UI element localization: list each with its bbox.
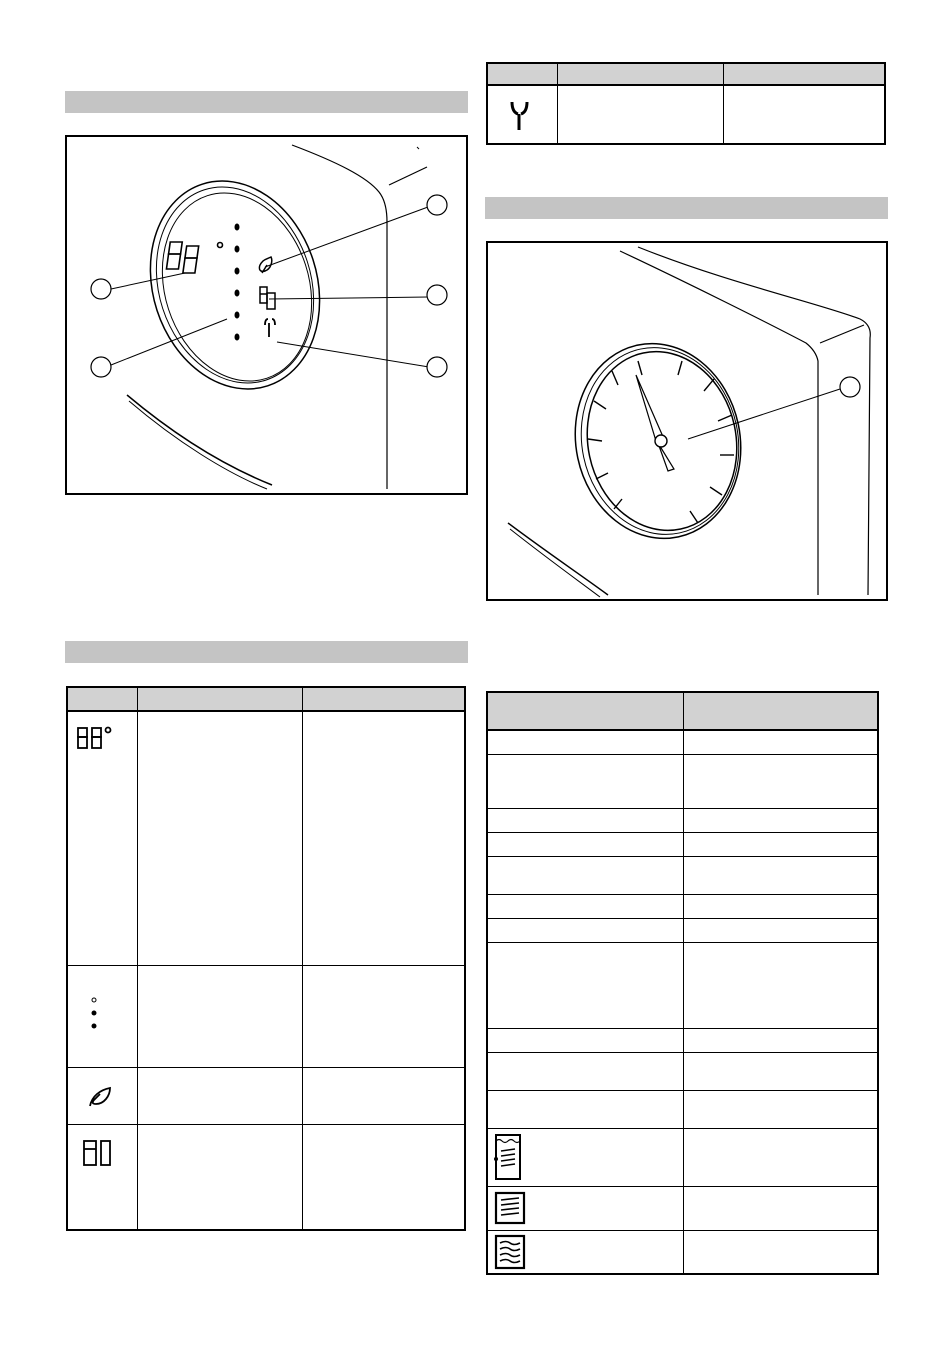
table-row <box>487 918 878 942</box>
table-row <box>487 832 878 856</box>
codes-cell <box>487 1090 684 1128</box>
radiator-flow-icon <box>488 1129 548 1186</box>
symbols-header-action <box>303 687 466 711</box>
figure-pressure-gauge <box>486 241 888 601</box>
codes-cell <box>487 856 684 894</box>
service-header-meaning <box>558 63 724 85</box>
symbols-row2-meaning <box>138 965 303 1067</box>
symbols-row2-action <box>303 965 466 1067</box>
wrench-icon <box>488 86 557 143</box>
codes-cell <box>487 808 684 832</box>
status-dots-icon <box>68 966 137 1036</box>
section-bar-gauge <box>485 197 888 219</box>
codes-header-2 <box>684 692 879 730</box>
table-row <box>487 1052 878 1090</box>
table-row <box>487 1186 878 1230</box>
symbols-row3-meaning <box>138 1067 303 1124</box>
codes-table <box>486 691 879 1275</box>
symbols-table <box>66 686 466 1231</box>
seven-segment-display <box>166 242 222 273</box>
service-row-meaning <box>558 85 724 144</box>
table-row <box>487 754 878 808</box>
codes-cell <box>684 730 879 754</box>
codes-cell <box>487 754 684 808</box>
table-row <box>67 1124 465 1230</box>
service-row-action <box>724 85 886 144</box>
status-dots <box>235 224 240 341</box>
radiator-wave-icon <box>488 1231 548 1273</box>
codes-cell <box>684 1230 879 1274</box>
table-row <box>487 1230 878 1274</box>
codes-cell <box>487 894 684 918</box>
table-row <box>487 808 878 832</box>
codes-cell <box>684 808 879 832</box>
symbols-row1-action <box>303 711 466 965</box>
table-row <box>67 711 465 965</box>
codes-cell <box>487 1028 684 1052</box>
radiator-full-icon <box>488 1187 548 1230</box>
codes-cell <box>684 1028 879 1052</box>
pressure-gauge-drawing <box>488 243 886 599</box>
codes-header-1 <box>487 692 684 730</box>
symbols-row4-action <box>303 1124 466 1230</box>
leaf-icon <box>68 1068 137 1118</box>
section-bar-symbols <box>65 641 468 663</box>
section-bar-display <box>65 91 468 113</box>
service-header-action <box>724 63 886 85</box>
table-row <box>487 894 878 918</box>
codes-cell <box>487 730 684 754</box>
service-header-symbol <box>487 63 558 85</box>
table-row <box>487 856 878 894</box>
codes-cell <box>684 1128 879 1186</box>
figure-control-panel <box>65 135 468 495</box>
symbols-header-meaning <box>138 687 303 711</box>
symbols-row1-meaning <box>138 711 303 965</box>
control-panel-drawing <box>67 137 466 493</box>
codes-cell <box>684 1186 879 1230</box>
codes-cell <box>684 1052 879 1090</box>
codes-cell <box>684 754 879 808</box>
codes-cell <box>684 894 879 918</box>
pressure-needle <box>636 375 674 471</box>
boiler-icon <box>68 1125 137 1175</box>
codes-cell <box>684 918 879 942</box>
symbols-row4-meaning <box>138 1124 303 1230</box>
table-row <box>487 1090 878 1128</box>
symbols-header-symbol <box>67 687 138 711</box>
codes-cell <box>487 942 684 1028</box>
codes-cell <box>487 1052 684 1090</box>
codes-cell <box>684 942 879 1028</box>
table-row <box>67 1067 465 1124</box>
codes-cell <box>487 832 684 856</box>
symbols-row3-action <box>303 1067 466 1124</box>
service-table <box>486 62 886 145</box>
codes-cell <box>487 918 684 942</box>
codes-cell <box>684 832 879 856</box>
seven-segment-88-icon <box>68 712 137 752</box>
codes-cell <box>684 1090 879 1128</box>
table-row <box>487 1028 878 1052</box>
table-row <box>487 942 878 1028</box>
table-row <box>487 730 878 754</box>
table-row <box>487 1128 878 1186</box>
codes-cell <box>684 856 879 894</box>
table-row <box>487 85 885 144</box>
table-row <box>67 965 465 1067</box>
